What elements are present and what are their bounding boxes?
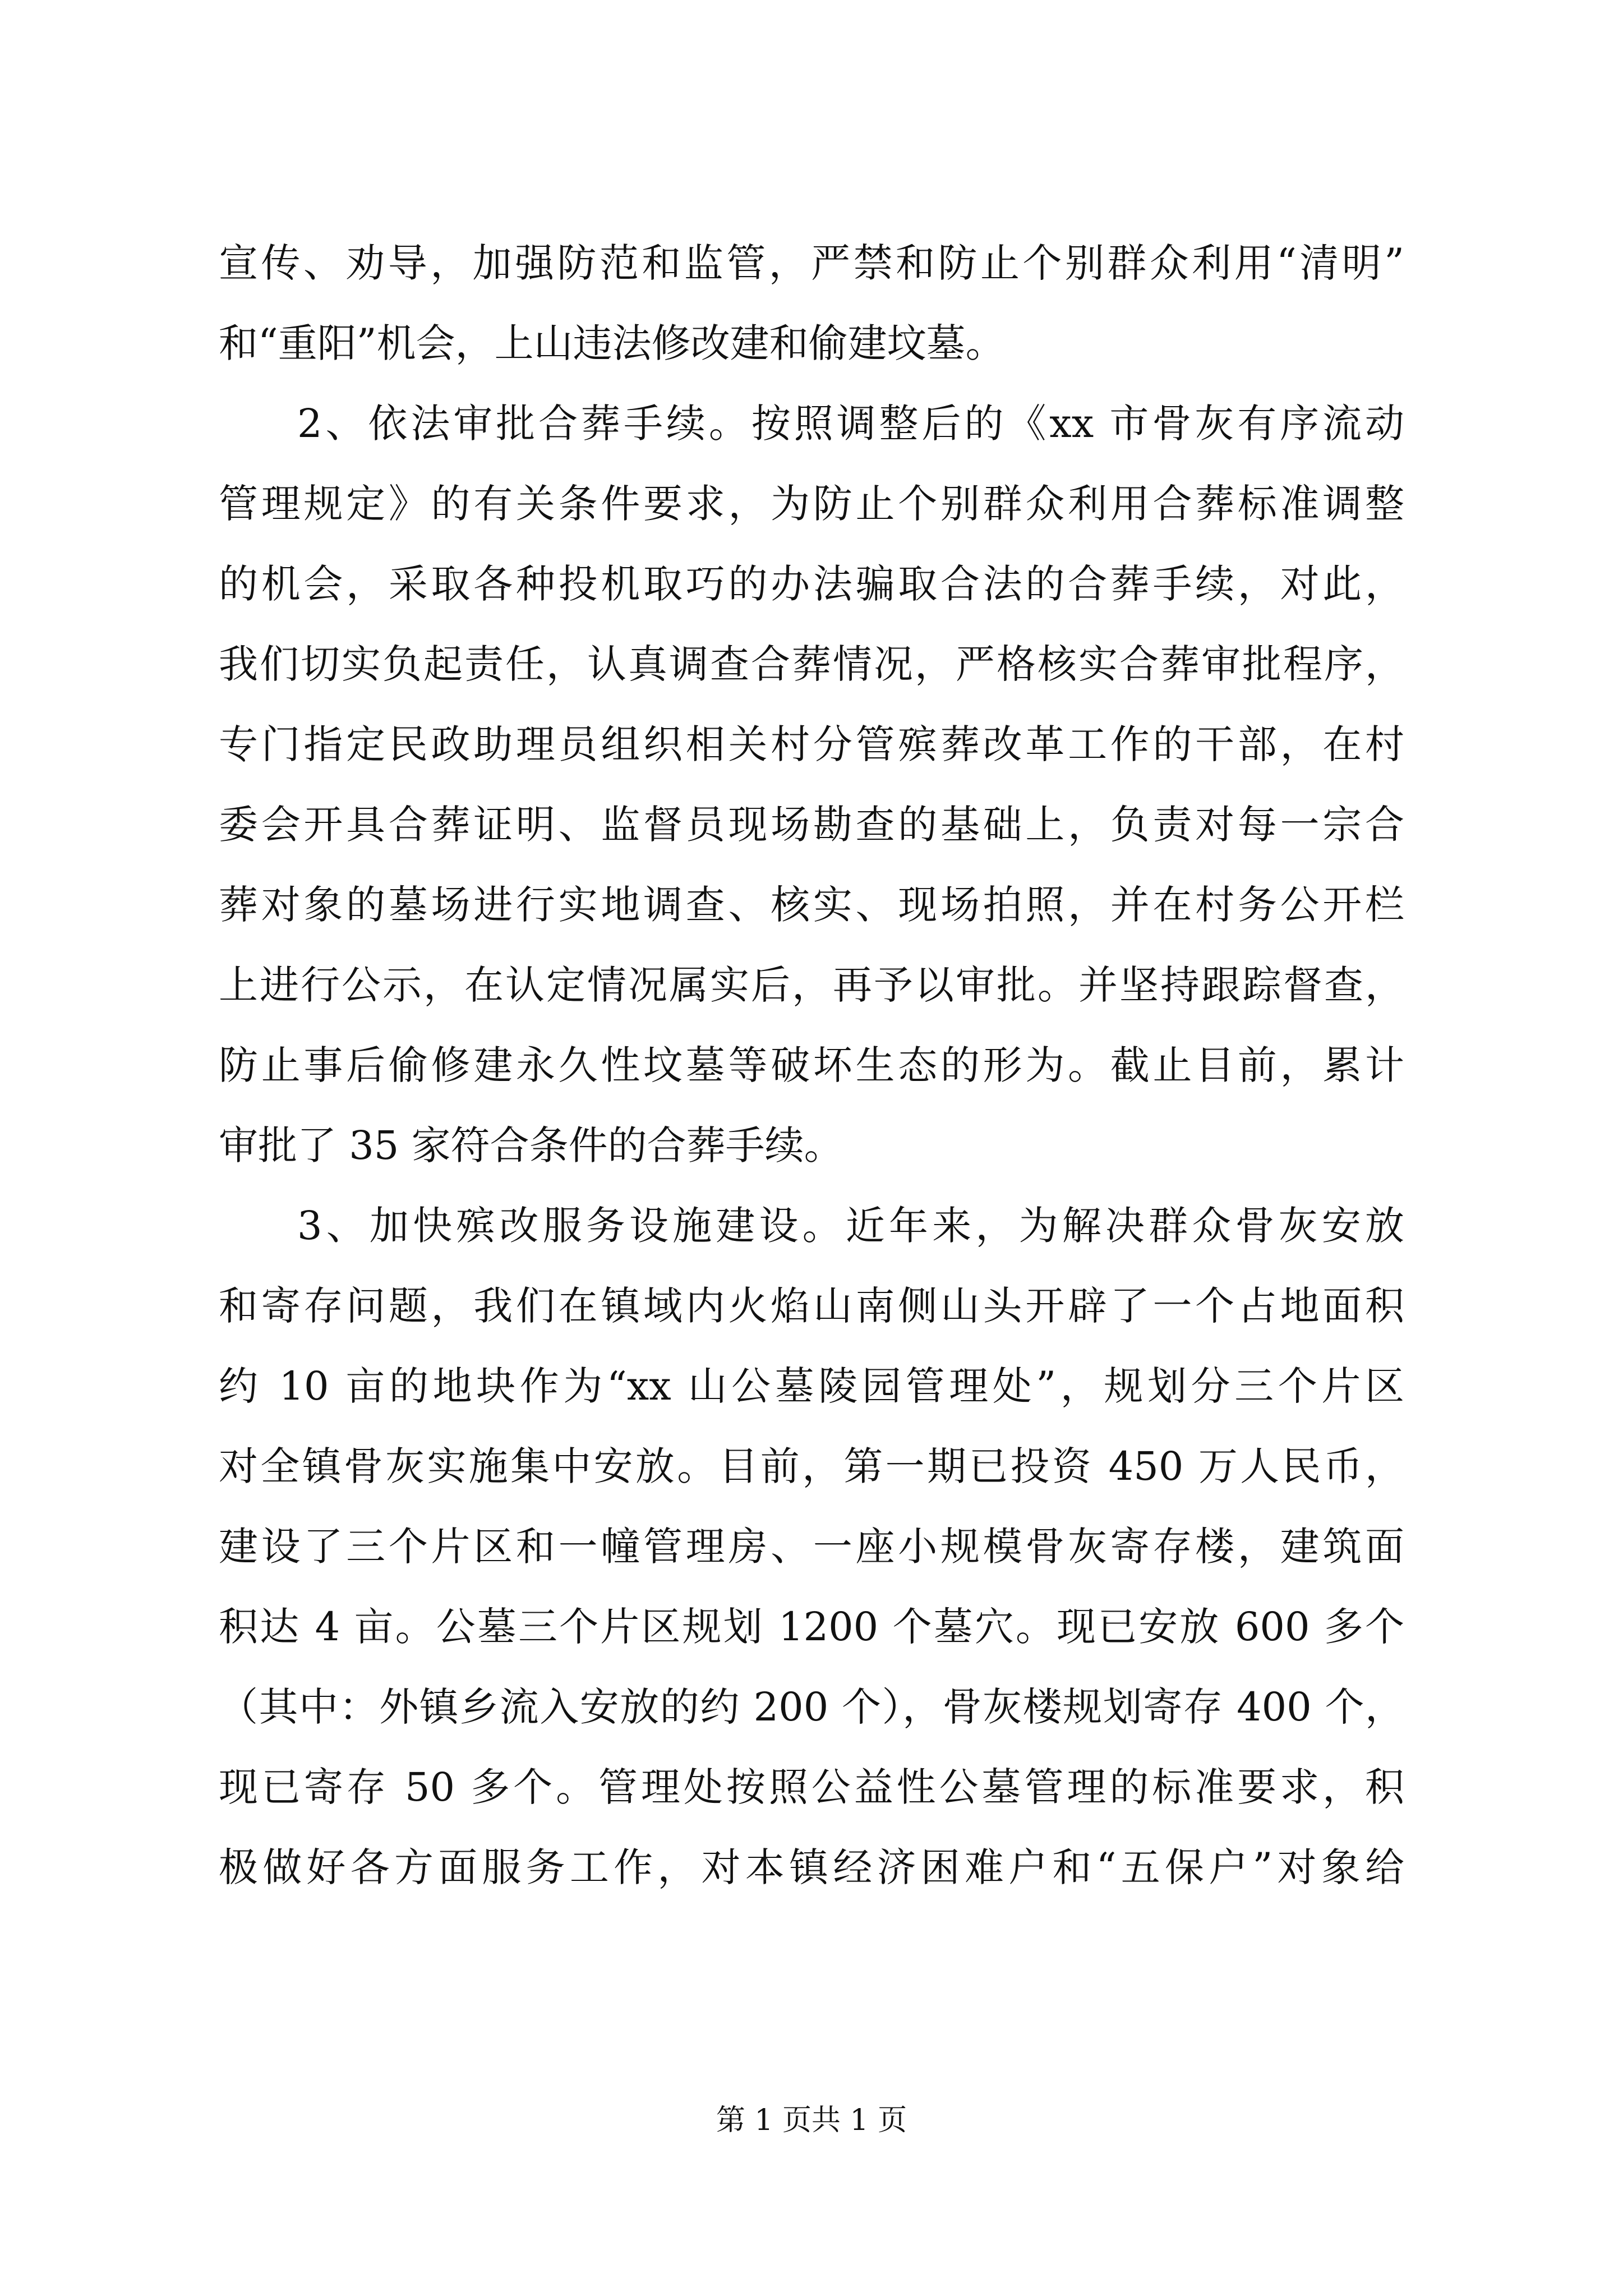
text-line: 积达 4 亩。公墓三个片区规划 1200 个墓穴。现已安放 600 多个 [219,1604,1404,1650]
text-line: 我们切实负起责任，认真调查合葬情况，严格核实合葬审批程序， [219,641,1404,687]
text-line: 管理规定》的有关条件要求，为防止个别群众利用合葬标准调整 [219,481,1404,527]
text-line: 和“重阳”机会，上山违法修改建和偷建坟墓。 [219,320,1005,366]
text-line: 和寄存问题，我们在镇域内火焰山南侧山头开辟了一个占地面积 [219,1283,1404,1329]
paragraph-start-line: 3、加快殡改服务设施建设。近年来，为解决群众骨灰安放 [297,1203,1404,1249]
text-line: 现已寄存 50 多个。管理处按照公益性公墓管理的标准要求，积 [219,1764,1404,1810]
text-line: 对全镇骨灰实施集中安放。目前，第一期已投资 450 万人民币， [219,1443,1404,1489]
text-line: 建设了三个片区和一幢管理房、一座小规模骨灰寄存楼，建筑面 [219,1524,1404,1570]
text-line: （其中：外镇乡流入安放的约 200 个），骨灰楼规划寄存 400 个， [219,1684,1404,1730]
text-line: 委会开具合葬证明、监督员现场勘查的基础上，负责对每一宗合 [219,802,1404,848]
text-line: 上进行公示，在认定情况属实后，再予以审批。并坚持跟踪督查， [219,962,1404,1008]
text-line: 约 10 亩的地块作为“xx 山公墓陵园管理处”，规划分三个片区 [219,1363,1404,1409]
text-line: 极做好各方面服务工作，对本镇经济困难户和“五保户”对象给 [219,1844,1404,1890]
text-line: 宣传、劝导，加强防范和监管，严禁和防止个别群众利用“清明” [219,240,1404,286]
text-line: 的机会，采取各种投机取巧的办法骗取合法的合葬手续，对此， [219,561,1404,607]
text-line: 防止事后偷修建永久性坟墓等破坏生态的形为。截止目前，累计 [219,1042,1404,1088]
text-line: 审批了 35 家符合条件的合葬手续。 [219,1122,843,1168]
paragraph-start-line: 2、依法审批合葬手续。按照调整后的《xx 市骨灰有序流动 [297,401,1404,447]
body-text [219,223,1404,1908]
text-line: 专门指定民政助理员组织相关村分管殡葬改革工作的干部，在村 [219,721,1404,767]
page-footer [0,2101,1623,2140]
text-line: 葬对象的墓场进行实地调查、核实、现场拍照，并在村务公开栏 [219,882,1404,928]
page-number: 第 1 页 [716,2104,811,2137]
page-total: 共 1 页 [811,2104,907,2137]
